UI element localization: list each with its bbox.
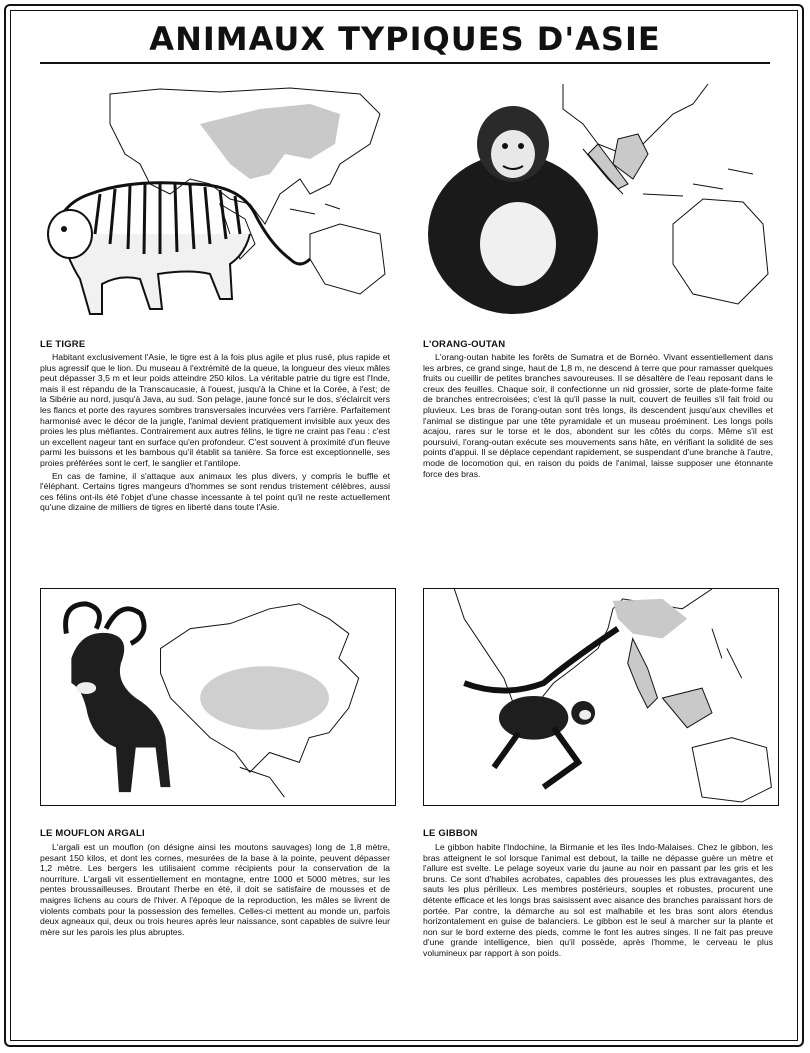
tiger-text xyxy=(40,352,390,513)
tiger-illustration xyxy=(40,84,396,318)
gibbon-text xyxy=(423,842,773,959)
tiger-heading: LE TIGRE xyxy=(40,339,86,350)
orangutan-illustration xyxy=(423,84,779,318)
gibbon-heading: LE GIBBON xyxy=(423,828,478,839)
argali-text xyxy=(40,842,390,937)
argali-heading: LE MOUFLON ARGALI xyxy=(40,828,145,839)
orangutan-heading: L'ORANG-OUTAN xyxy=(423,339,506,350)
gibbon-paragraph: Le gibbon habite l'Indochine, la Birmanie et les îles Indo-Malaises. Chez le gibbon, les bras atteignent le sol lorsque l'animal est debout, la taille ne dépasse guère un mètre et l'allure est svelte. Le pelage soyeux varie du jaune au noir en passant par les gris et les bruns. Ce sont d'habiles acrobates, capables des prouesses les plus extravagantes, des sauts les plus périlleux. Les membres postérieurs, souples et robustes, procurent une détente efficace et les longs bras saisissent avec aisance des branches paraissant hors de portée. Par contre, la démarche au sol est malhabile et les bras sont alors étendus horizontalement en guise de balanciers. Le gibbon est le seul à marcher sur la plante et non sur le bord externe des pieds, comme le font les autres singes. Il ne fait pas preuve d'une grande intelligence, bien qu'il possède, après l'homme, le cerveau le plus volumineux par rapport à son poids. xyxy=(423,842,773,958)
orangutan-text xyxy=(423,352,773,479)
gibbon-illustration xyxy=(423,588,779,806)
tiger-paragraph: Habitant exclusivement l'Asie, le tigre est à la fois plus agile et plus rusé, plus rapide et plus agressif que le lion. Du museau à l'extrémité de la queue, la longueur des vieux mâles peut dépasser 3,5 m et leur poids atteindre 250 kilos. La véritable patrie du tigre est l'Inde, mais il est répandu de la Transcaucasie, à l'ouest, jusqu'à la Chine et la Corée, à l'est; de la Sibérie au nord, jusqu'à Java, au sud. Son pelage, jaune foncé sur le dos, s'éclaircit vers les flancs et porte des rayures sombres transversales incurvées vers l'arrière. Parfaitement harmonisé avec le décor de la jungle, l'animal devient pratiquement invisible aux yeux des proies les plus méfiantes. Contrairement aux autres félins, le tigre ne craint pas l'eau : c'est un excellent nageur tant en surface qu'en profondeur. C'est souvent à proximité d'un fleuve parmi les buissons et les bambous qu'il établit sa tanière. Sa force est exceptionnelle, ses proies préférées sont le cerf, le sanglier et l'antilope. xyxy=(40,352,390,468)
argali-illustration xyxy=(40,588,396,806)
gibbon-range-map xyxy=(424,589,778,805)
page-title: ANIMAUX TYPIQUES D'ASIE xyxy=(149,20,661,58)
argali-paragraph: L'argali est un mouflon (on désigne ainsi les moutons sauvages) long de 1,8 mètre, pesant 150 kilos, et dont les cornes, mesurées de la base à la pointe, peuvent dépasser 1,2 mètre. Les bergers les utilisaient comme récipients pour la conservation de la nourriture. L'argali vit essentiellement en montagne, entre 1000 et 5000 mètres, sur les pentes broussailleuses. Broutant l'herbe en été, il doit se satisfaire de mousses et de maigres lichens au cours de l'hiver. A l'époque de la reproduction, les mâles se livrent de violents combats pour la possession des femelles. Celles-ci mettent au monde un, parfois deux agneaux qui, deux ou trois heures après leur naissance, sont capables de suivre leur mère sur les parois les plus abruptes. xyxy=(40,842,390,937)
orangutan-paragraph: L'orang-outan habite les forêts de Sumatra et de Bornéo. Vivant essentiellement dans les arbres, ce grand singe, haut de 1,8 m, ne descend à terre que pour ramasser quelques fruits ou cueillir de petites branches savoureuses. Il se désaltère de l'eau reposant dans le creux des feuilles. Chaque soir, il confectionne un nid grossier, sorte de plate-forme faite de branches entrecroisées; c'est là qu'il passe la nuit, couvert de feuilles s'il fait froid ou pluvieux. Les bras de l'orang-outan sont très longs, ils descendent jusqu'aux chevilles et l'animal se distingue par une tête pyramidale et un museau proéminent. Les longs poils acajou, rares sur le torse et le dos, abondent sur les côtés du corps. Même s'il est poursuivi, l'orang-outan exécute ses mouvements sans hâte, en vérifiant la solidité de ses points d'appui. Il se déplace cependant rapidement, se suspendant d'une branche à l'autre, mode de locomotion qui, en raison du poids de l'animal, laisse supposer une étonnante force des bras. xyxy=(423,352,773,479)
argali-range-map xyxy=(41,589,395,805)
orangutan-range-map xyxy=(423,84,779,318)
tiger-range-map xyxy=(40,84,396,318)
tiger-paragraph: En cas de famine, il s'attaque aux animaux les plus divers, y compris le buffle et l'éléphant. Certains tigres mangeurs d'hommes se sont rendus tristement célèbres, aussi ces félins ont-ils été l'objet d'une chasse incessante à tel point qu'il ne reste actuellement qu'une dizaine de milliers de tigres en liberté dans toute l'Asie. xyxy=(40,470,390,513)
title-rule xyxy=(40,62,770,64)
